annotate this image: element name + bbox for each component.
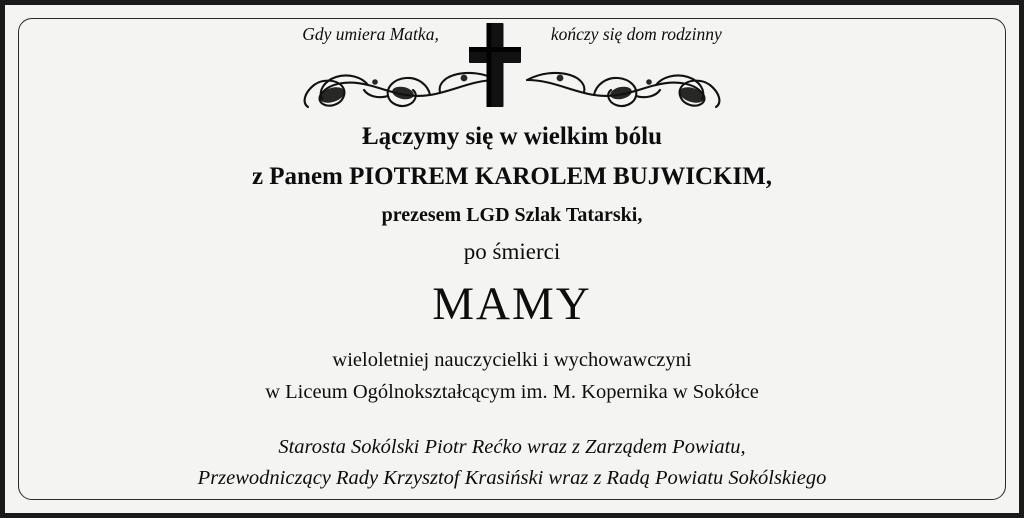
after-death-line: po śmierci <box>463 238 561 264</box>
condolence-line-2: z Panem PIOTREM KAROLEM BUJWICKIM, <box>251 163 773 191</box>
latin-cross-icon <box>439 19 551 107</box>
signature-block <box>198 432 827 494</box>
deceased-title: MAMY <box>432 278 592 331</box>
description-line-2: w Liceum Ogólnokształcącym im. M. Kopernika w Sokółce <box>265 381 759 404</box>
epitaph-left-text: Gdy umiera Matka, <box>302 24 439 44</box>
condolence-line-1: Łączymy się w wielkim bólu <box>362 123 662 150</box>
description-line-1: wieloletniej nauczycielki i wychowawczyni <box>332 348 692 371</box>
signature-line-2: Przewodniczący Rady Krzysztof Krasiński wraz z Radą Powiatu Sokólskiego <box>197 466 827 489</box>
epitaph-row <box>45 19 979 107</box>
notice-content <box>5 5 1019 513</box>
epitaph-right-text: kończy się dom rodzinny <box>550 24 722 44</box>
recipient-role-line: prezesem LGD Szlak Tatarski, <box>381 203 643 226</box>
signature-line-1: Starosta Sokólski Piotr Rećko wraz z Zarządem Powiatu, <box>278 435 746 458</box>
